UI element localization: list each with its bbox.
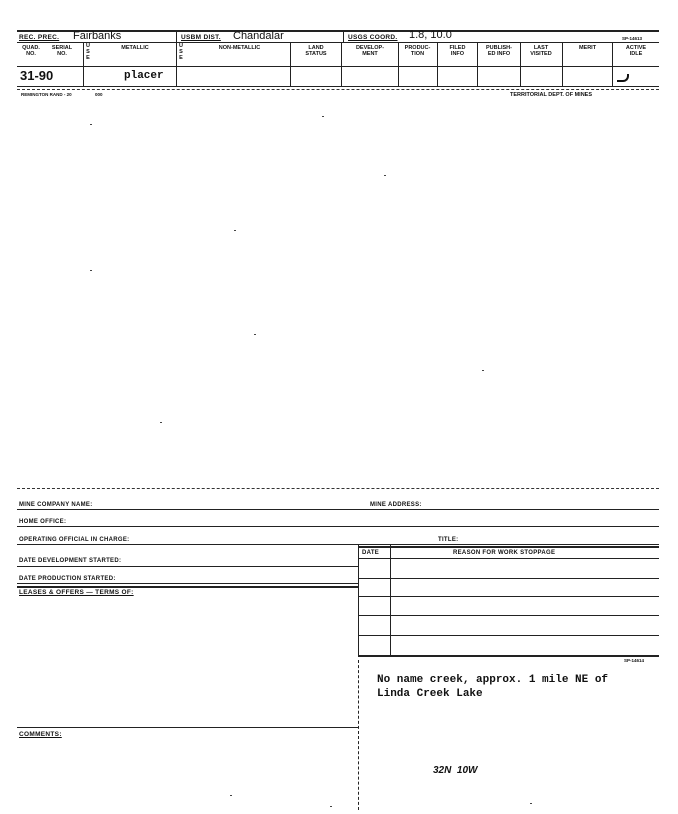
printer-code: 000 <box>95 92 103 97</box>
home-office-label: HOME OFFICE: <box>19 519 67 525</box>
handwritten-township-range: 32N 10W <box>433 765 478 776</box>
mine-company-name-label: MINE COMPANY NAME: <box>19 502 93 508</box>
col-use-metallic: U S E <box>86 43 90 61</box>
location-note-line2: Linda Creek Lake <box>377 688 483 700</box>
title-label: TITLE: <box>438 537 459 543</box>
quad-serial-value: 31-90 <box>20 68 54 83</box>
col-last-visited: LAST VISITED <box>530 45 552 57</box>
operating-official-label: OPERATING OFFICIAL IN CHARGE: <box>19 537 130 543</box>
usbm-dist-value: Chandalar <box>233 30 284 42</box>
location-note-line1: No name creek, approx. 1 mile NE of <box>377 674 609 686</box>
form-number-bottom: SP-14614 <box>624 658 645 663</box>
date-production-label: DATE PRODUCTION STARTED: <box>19 576 116 582</box>
col-serial-no: SERIAL NO. <box>51 45 73 57</box>
col-development: DEVELOP- MENT <box>355 45 385 57</box>
comments-label: COMMENTS: <box>19 731 62 738</box>
date-development-label: DATE DEVELOPMENT STARTED: <box>19 558 122 564</box>
col-active-idle: ACTIVE IDLE <box>625 45 647 57</box>
date-column-header: DATE <box>362 550 380 556</box>
metallic-value: placer <box>124 70 164 82</box>
usgs-coord-label: USGS COORD. <box>348 34 398 41</box>
col-merit: MERIT <box>578 45 597 51</box>
rec-prec-value: Fairbanks <box>73 30 122 42</box>
reason-column-header: REASON FOR WORK STOPPAGE <box>453 550 556 556</box>
col-use-nonmetallic: U S E <box>179 43 183 61</box>
col-metallic: METALLIC <box>121 45 149 51</box>
col-filed-info: FILED INFO <box>449 45 466 57</box>
idle-check-mark <box>617 74 629 82</box>
usbm-dist-label: USBM DIST. <box>181 34 221 41</box>
leases-offers-label: LEASES & OFFERS — TERMS OF: <box>19 589 134 596</box>
mine-address-label: MINE ADDRESS: <box>370 502 422 508</box>
printer-label: REMINGTON RAND - 20 <box>21 92 72 97</box>
col-production: PRODUC- TION <box>404 45 431 57</box>
col-land-status: LAND STATUS <box>305 45 327 57</box>
department-label: TERRITORIAL DEPT. OF MINES <box>510 92 592 98</box>
rec-prec-label: REC. PREC. <box>19 34 60 41</box>
form-number-top: SP-14613 <box>622 36 643 41</box>
col-published-info: PUBLISH- ED INFO <box>486 45 512 57</box>
col-quad-no: QUAD. NO. <box>22 45 40 57</box>
col-non-metallic: NON-METALLIC <box>218 45 261 51</box>
usgs-coord-value: 1.8, 10.0 <box>409 29 452 41</box>
